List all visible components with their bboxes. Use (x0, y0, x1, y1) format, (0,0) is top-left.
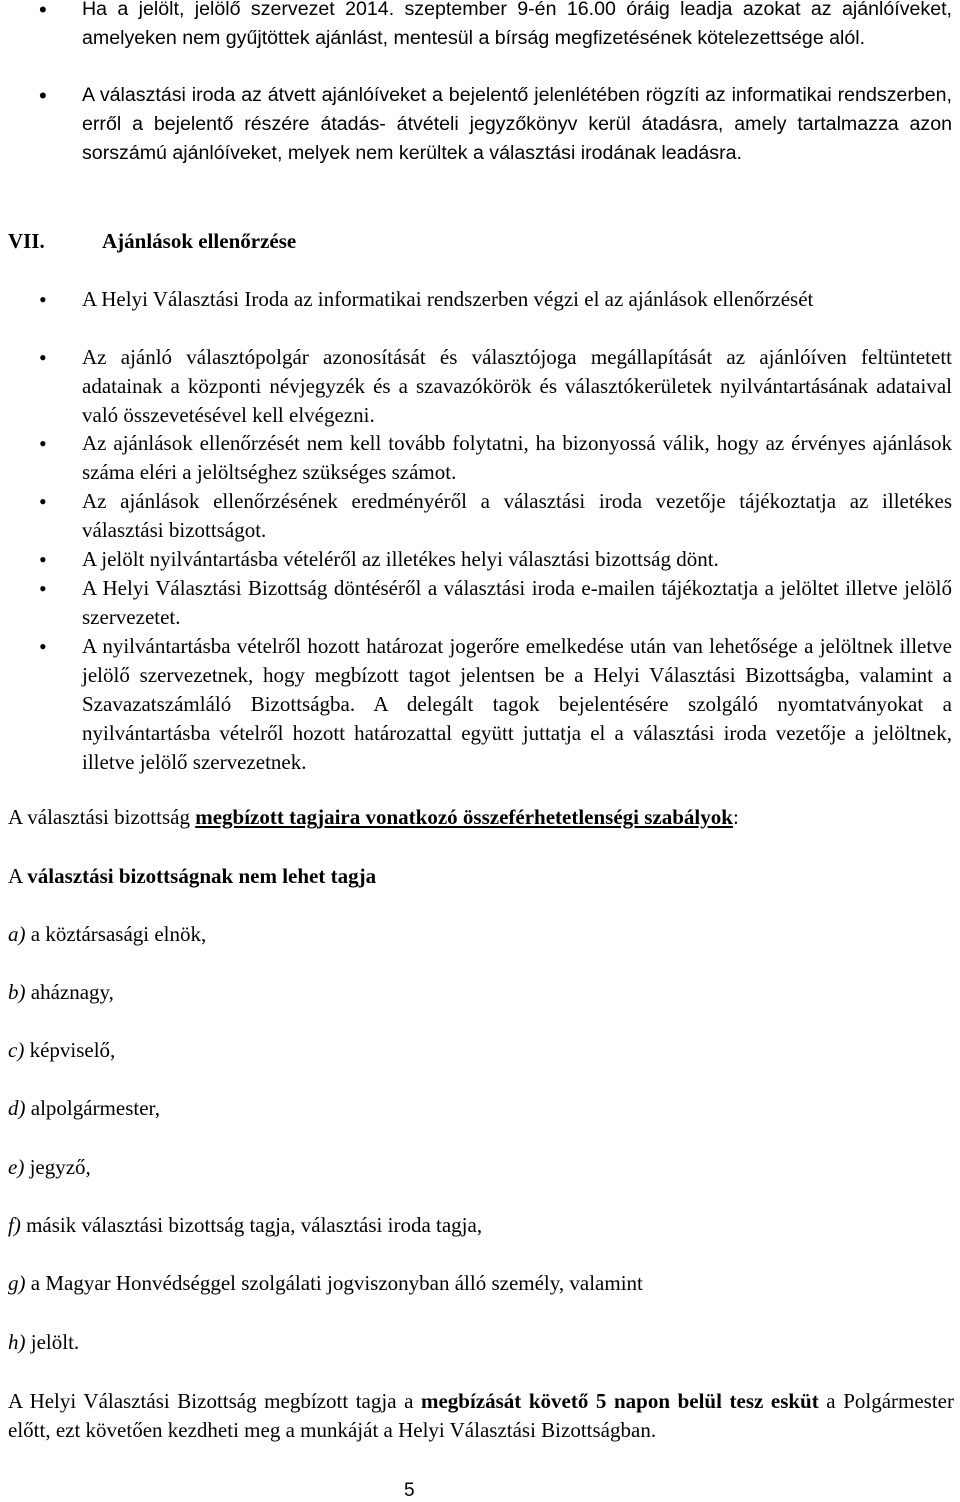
cannot-be-member-heading: A választási bizottságnak nem lehet tagja (8, 864, 377, 888)
list-letter: h) (8, 1330, 26, 1354)
bullet-item (82, 81, 952, 168)
list-item: e) jegyző, (8, 1155, 91, 1179)
bullet-text: A Helyi Választási Bizottság döntéséről a választási iroda e-mailen tájékoztatja a jelöltet illetve jelölő szervezetet. (82, 576, 952, 629)
bullet-text: Az ajánlások ellenőrzését nem kell tovább folytatni, ha bizonyossá válik, hogy az érvényes ajánlások száma eléri a jelöltséghez szükséges számot. (82, 431, 952, 484)
bullet-text: Az ajánlások ellenőrzésének eredményéről a választási iroda vezetője tájékoztatja az illetékes választási bizottságot. (82, 489, 952, 542)
bullet-item (82, 574, 952, 632)
list-letter: c) (8, 1038, 25, 1062)
oath-paragraph: A Helyi Választási Bizottság megbízott tagja a megbízását követő 5 napon belül tesz esküt a Polgármester előtt, ezt követően kezdheti meg a munkáját a Helyi Választási Bizottságban. (8, 1389, 954, 1442)
list-item: a) a köztársasági elnök, (8, 922, 207, 946)
bullet-item (82, 429, 952, 487)
list-item: d) alpolgármester, (8, 1096, 160, 1120)
bullet-text: A Helyi Választási Iroda az informatikai rendszerben végzi el az ajánlások ellenőrzését (82, 287, 814, 311)
incompat-paragraph: A választási bizottság megbízott tagjaira vonatkozó összeférhetetlenségi szabályok: (8, 805, 739, 829)
bullet-text: Az ajánló választópolgár azonosítását és választójoga megállapítását az ajánlóíven feltüntetett adatainak a központi névjegyzék és a szavazókörök és választókerületek nyilvántartásának adataival való összevetésével kell elvégezni. (82, 345, 952, 427)
section-number: VII. (8, 229, 45, 253)
list-letter: a) (8, 922, 26, 946)
bullet-item (82, 487, 952, 545)
bullet-text: A jelölt nyilvántartásba vételéről az illetékes helyi választási bizottság dönt. (82, 547, 719, 571)
oath-emphasis: megbízását követő 5 napon belül tesz esküt (420, 1389, 819, 1413)
bullet-text: Ha a jelölt, jelölő szervezet 2014. szeptember 9-én 16.00 óráig leadja azokat az ajánlóíveket, amelyeken nem gyűjtöttek ajánlást, mentesül a bírság megfizetésének kötelezettsége alól. (82, 0, 952, 49)
page-number: 5 (404, 1480, 415, 1501)
list-letter: d) (8, 1096, 26, 1120)
list-item: h) jelölt. (8, 1330, 80, 1354)
list-letter: f) (8, 1213, 21, 1237)
bullet-item (82, 285, 952, 314)
section-title: Ajánlások ellenőrzése (102, 229, 297, 253)
bullet-item (82, 545, 952, 574)
list-letter: b) (8, 980, 26, 1004)
list-item: g) a Magyar Honvédséggel szolgálati jogviszonyban álló személy, valamint (8, 1271, 643, 1295)
bullet-item (82, 343, 952, 430)
list-item: c) képviselő, (8, 1038, 116, 1062)
bullet-text: A választási iroda az átvett ajánlóíveket a bejelentő jelenlétében rögzíti az informatikai rendszerben, erről a bejelentő részére átadás- átvételi jegyzőkönyv kerül átadásra, amely tartalmazza azon sorszámú ajánlóíveket, melyek nem kerültek a választási irodának leadásra. (82, 84, 952, 164)
incompat-emphasis: megbízott tagjaira vonatkozó összeférhetetlenségi szabályok (195, 805, 733, 829)
list-letter: g) (8, 1271, 26, 1295)
list-item: b) aháznagy, (8, 980, 114, 1004)
bullet-item (82, 0, 952, 53)
bullet-item (82, 632, 952, 777)
list-item: f) másik választási bizottság tagja, választási iroda tagja, (8, 1213, 483, 1237)
list-letter: e) (8, 1155, 25, 1179)
bullet-text: A nyilvántartásba vételről hozott határozat jogerőre emelkedése után van lehetősége a jelöltnek illetve jelölő szervezetnek, hogy megbízott tagot jelentsen be a Helyi Választási Bizottságba, valamint a Szavazatszámláló Bizottságba. A delegált tagok bejelentésére szolgáló nyomtatványokat a nyilvántartásba vételről hozott határozattal együtt juttatja el a választási iroda vezetője a jelöltnek, illetve jelölő szervezetnek. (82, 634, 952, 774)
section-heading (8, 229, 296, 254)
